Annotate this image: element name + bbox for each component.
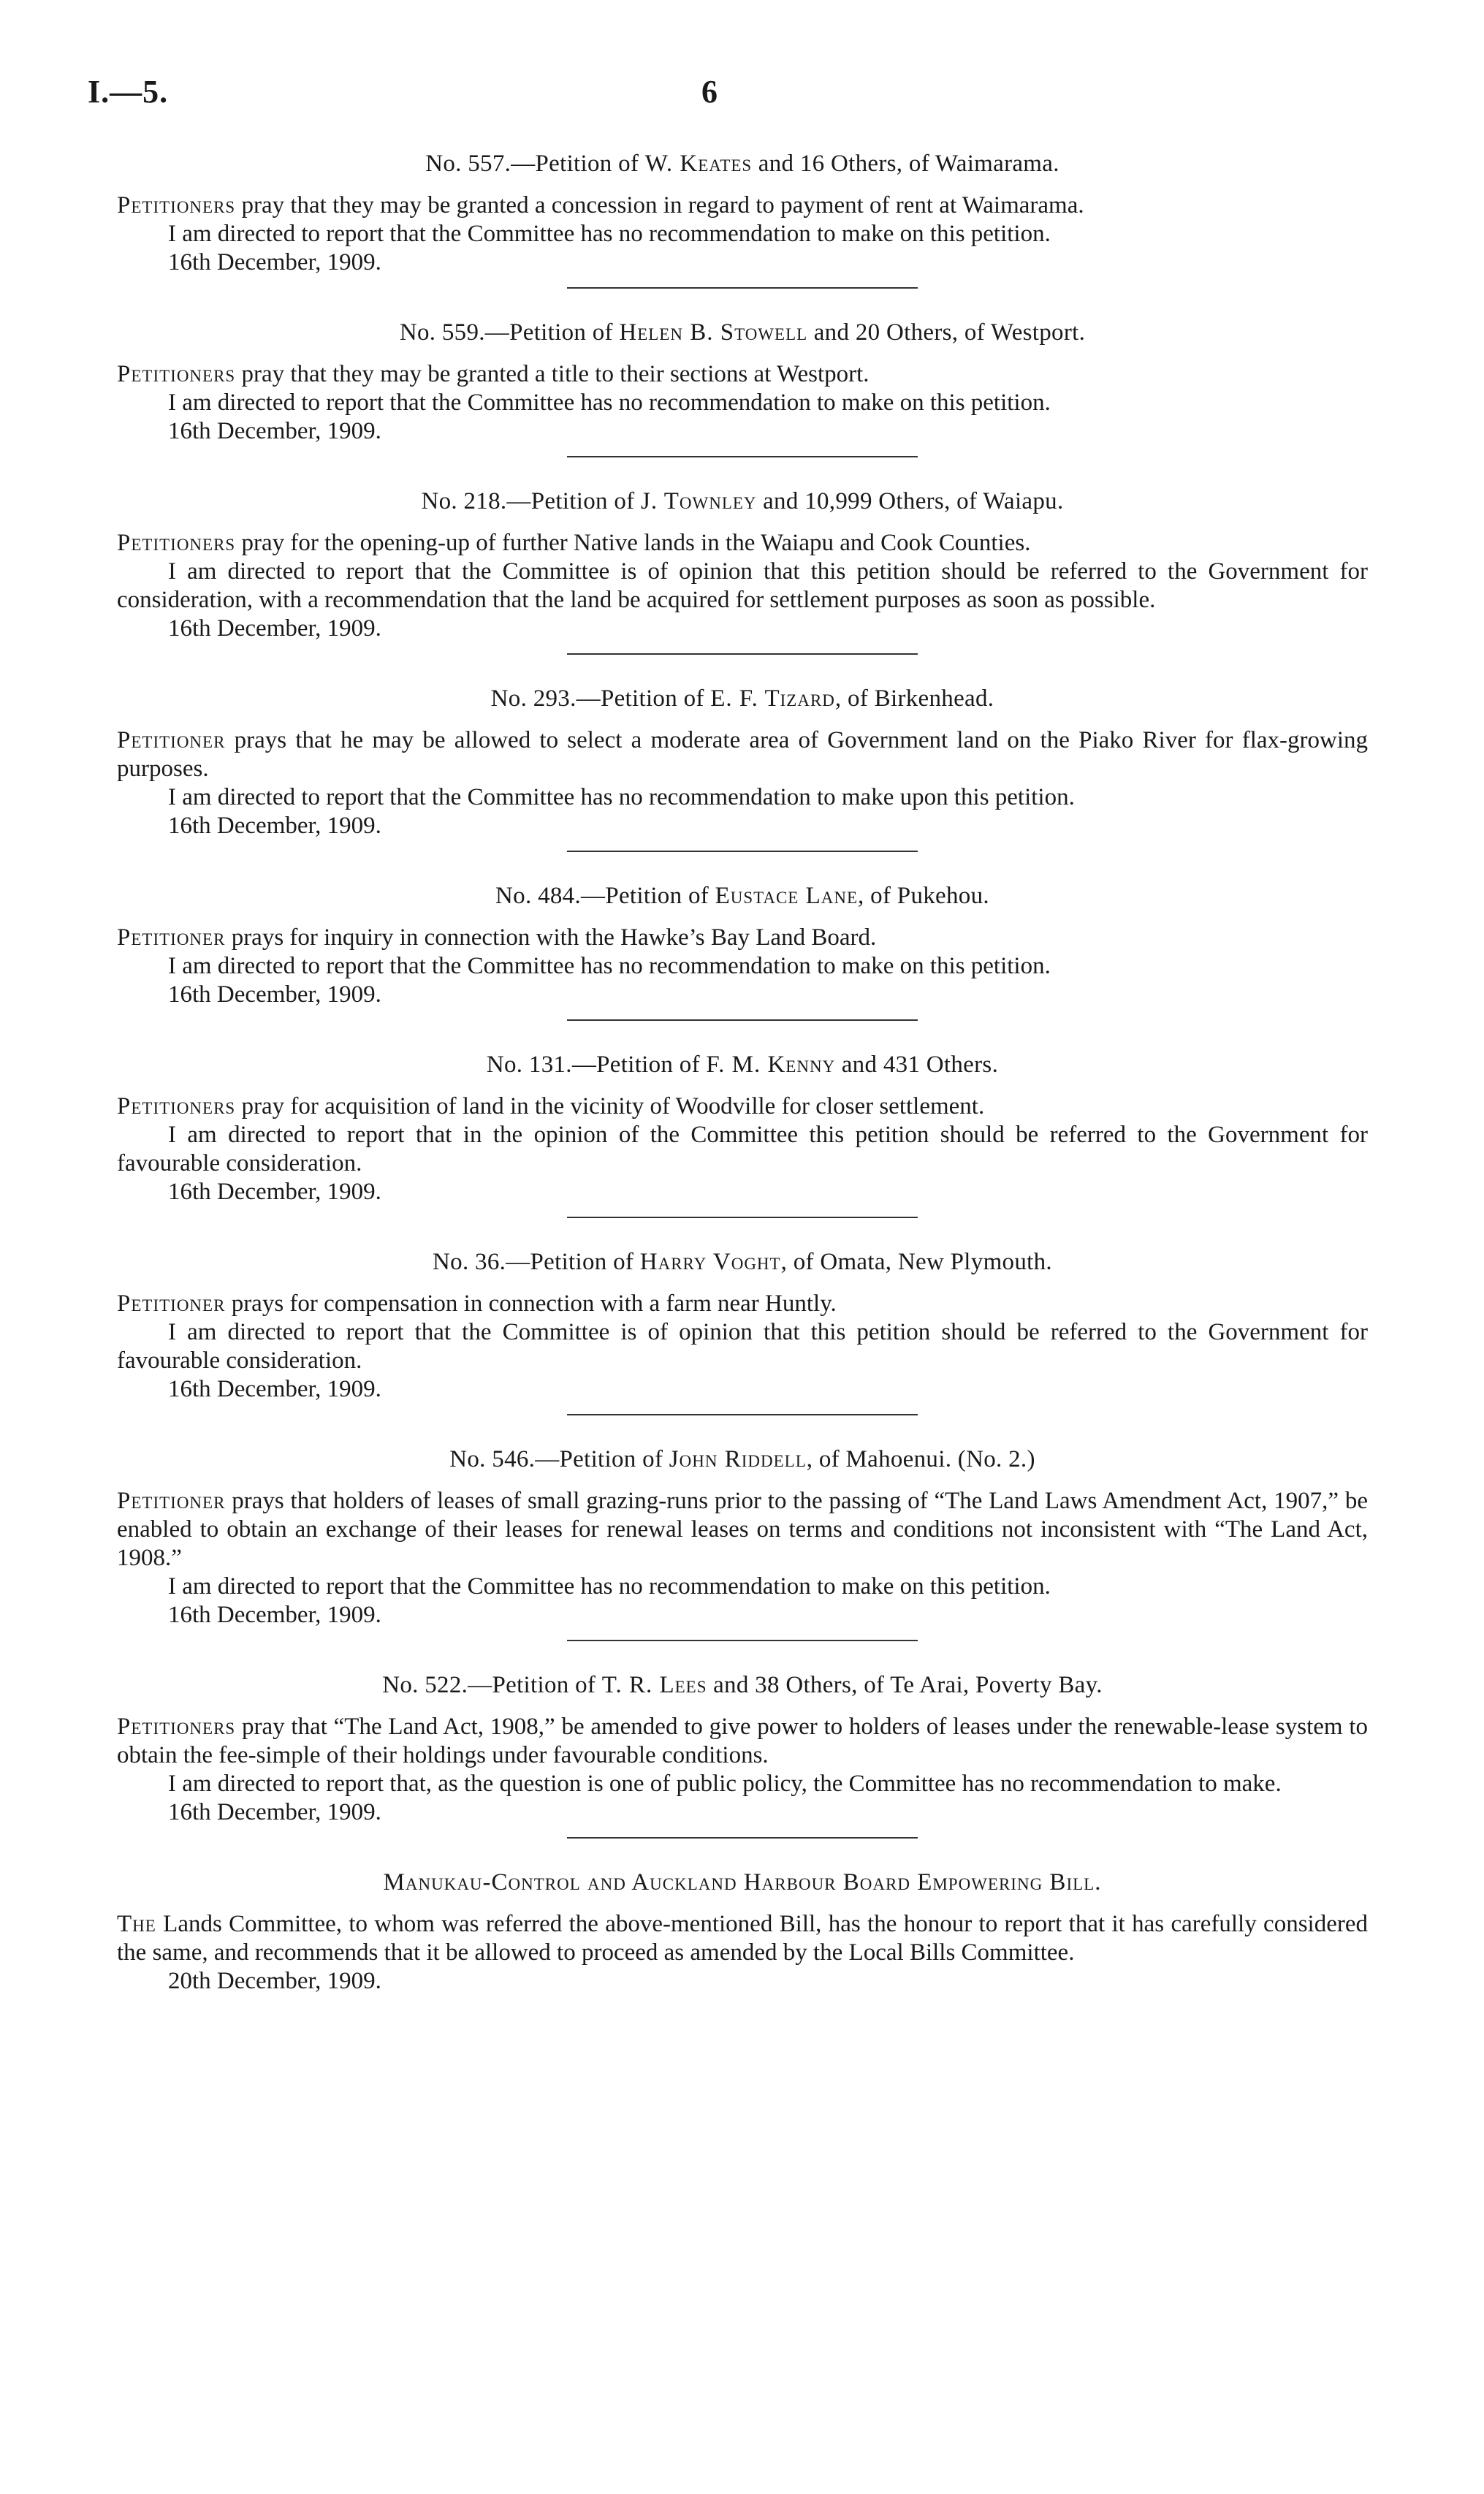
petitioner-name: E. F. Tizard xyxy=(710,685,835,712)
committee-report: I am directed to report that the Committee has no recommendation to make on this petition. xyxy=(168,389,1051,416)
petition-prayer: Petitioners pray that they may be granted a concession in regard to payment of rent at Waimarama. xyxy=(117,192,1084,218)
petitioner-name: W. Keates xyxy=(644,151,753,177)
report-date: 16th December, 1909. xyxy=(168,249,381,275)
petitioner-name: Harry Voght xyxy=(639,1249,781,1275)
petitioner-name: Eustace Lane xyxy=(715,883,859,909)
report-date: 16th December, 1909. xyxy=(168,1179,381,1205)
bill-report: The Lands Committee, to whom was referred the above-mentioned Bill, has the honour to report that it has carefully considered the same, and recommends that it be allowed to proceed as amended by the Local Bills Committee. xyxy=(117,1911,1368,1966)
report-date: 16th December, 1909. xyxy=(168,418,381,444)
petition-prayer: Petitioners pray for the opening-up of further Native lands in the Waiapu and Cook Counties. xyxy=(117,530,1031,556)
committee-report: I am directed to report that the Committee has no recommendation to make upon this petition. xyxy=(168,784,1075,810)
petition-entry xyxy=(117,318,1368,457)
petitioner-name: J. Townley xyxy=(641,488,757,514)
report-date: 16th December, 1909. xyxy=(168,1376,381,1402)
separator-rule xyxy=(567,1019,918,1021)
report-date: 16th December, 1909. xyxy=(168,615,381,642)
petitioner-name: John Riddell xyxy=(669,1446,807,1472)
petition-title: No. 218.—Petition of J. Townley and 10,999 Others, of Waiapu. xyxy=(421,488,1064,514)
petition-entry xyxy=(117,1670,1368,1839)
document-body xyxy=(117,149,1368,1996)
petitioner-name: T. R. Lees xyxy=(601,1672,707,1698)
petition-entry xyxy=(117,684,1368,852)
committee-report: I am directed to report that in the opinion of the Committee this petition should be referred to the Government for favourable consideration. xyxy=(117,1122,1368,1176)
page-number: 6 xyxy=(701,74,718,110)
separator-rule xyxy=(567,456,918,457)
petition-entry xyxy=(117,1445,1368,1641)
petition-entry xyxy=(117,881,1368,1021)
bill-report-date: 20th December, 1909. xyxy=(168,1968,381,1994)
separator-rule xyxy=(567,287,918,289)
petition-prayer: Petitioners pray that “The Land Act, 1908,” be amended to give power to holders of leases under the renewable-lease system to obtain the fee-simple of their holdings under favourable conditions. xyxy=(117,1714,1368,1768)
document-reference: I.—5. xyxy=(88,74,169,110)
bill-section xyxy=(117,1868,1368,1996)
petitioner-name: Helen B. Stowell xyxy=(619,319,808,346)
petition-title: No. 36.—Petition of Harry Voght, of Omata, New Plymouth. xyxy=(433,1249,1052,1275)
petition-entry xyxy=(117,1247,1368,1415)
petition-title: No. 559.—Petition of Helen B. Stowell and 20 Others, of Westport. xyxy=(399,319,1086,346)
report-date: 16th December, 1909. xyxy=(168,813,381,839)
separator-rule xyxy=(567,1837,918,1839)
separator-rule xyxy=(567,653,918,655)
separator-rule xyxy=(567,851,918,852)
committee-report: I am directed to report that the Committee has no recommendation to make on this petition. xyxy=(168,221,1051,247)
separator-rule xyxy=(567,1640,918,1641)
petition-title: No. 557.—Petition of W. Keates and 16 Others, of Waimarama. xyxy=(425,151,1059,177)
petition-prayer: Petitioner prays that he may be allowed to select a moderate area of Government land on the Piako River for flax-growing purposes. xyxy=(117,727,1368,782)
report-date: 16th December, 1909. xyxy=(168,981,381,1008)
committee-report: I am directed to report that the Committee has no recommendation to make on this petition. xyxy=(168,1573,1051,1600)
petition-prayer: Petitioners pray that they may be granted a title to their sections at Westport. xyxy=(117,361,870,387)
petition-title: No. 546.—Petition of John Riddell, of Mahoenui. (No. 2.) xyxy=(449,1446,1035,1472)
separator-rule xyxy=(567,1414,918,1415)
petition-title: No. 293.—Petition of E. F. Tizard, of Birkenhead. xyxy=(490,685,994,712)
report-date: 16th December, 1909. xyxy=(168,1799,381,1825)
petitioner-name: F. M. Kenny xyxy=(706,1052,836,1078)
committee-report: I am directed to report that, as the question is one of public policy, the Committee has no recommendation to make. xyxy=(168,1771,1282,1797)
petition-title: No. 131.—Petition of F. M. Kenny and 431 Others. xyxy=(486,1052,999,1078)
committee-report: I am directed to report that the Committee is of opinion that this petition should be referred to the Government for consideration, with a recommendation that the land be acquired for settlement purposes as soon as possible. xyxy=(117,558,1368,613)
petition-title: No. 522.—Petition of T. R. Lees and 38 Others, of Te Arai, Poverty Bay. xyxy=(382,1672,1103,1698)
petition-prayer: Petitioner prays for inquiry in connection with the Hawke’s Bay Land Board. xyxy=(117,924,877,951)
report-date: 16th December, 1909. xyxy=(168,1602,381,1628)
bill-title: Manukau-Control and Auckland Harbour Board Empowering Bill. xyxy=(383,1869,1102,1896)
petition-prayer: Petitioner prays that holders of leases of small grazing-runs prior to the passing of “The Land Laws Amendment Act, 1907,” be enabled to obtain an exchange of their leases for renewal leases on terms and conditions not inconsistent with “The Land Act, 1908.” xyxy=(117,1488,1368,1571)
page-header xyxy=(88,73,1403,124)
petition-prayer: Petitioners pray for acquisition of land in the vicinity of Woodville for closer settlement. xyxy=(117,1093,985,1119)
petition-entry xyxy=(117,487,1368,655)
petition-entry xyxy=(117,1050,1368,1218)
petition-title: No. 484.—Petition of Eustace Lane, of Pukehou. xyxy=(495,883,989,909)
committee-report: I am directed to report that the Committee has no recommendation to make on this petition. xyxy=(168,953,1051,979)
separator-rule xyxy=(567,1217,918,1218)
petition-prayer: Petitioner prays for compensation in connection with a farm near Huntly. xyxy=(117,1290,837,1317)
petition-entry xyxy=(117,149,1368,289)
committee-report: I am directed to report that the Committee is of opinion that this petition should be referred to the Government for favourable consideration. xyxy=(117,1319,1368,1374)
